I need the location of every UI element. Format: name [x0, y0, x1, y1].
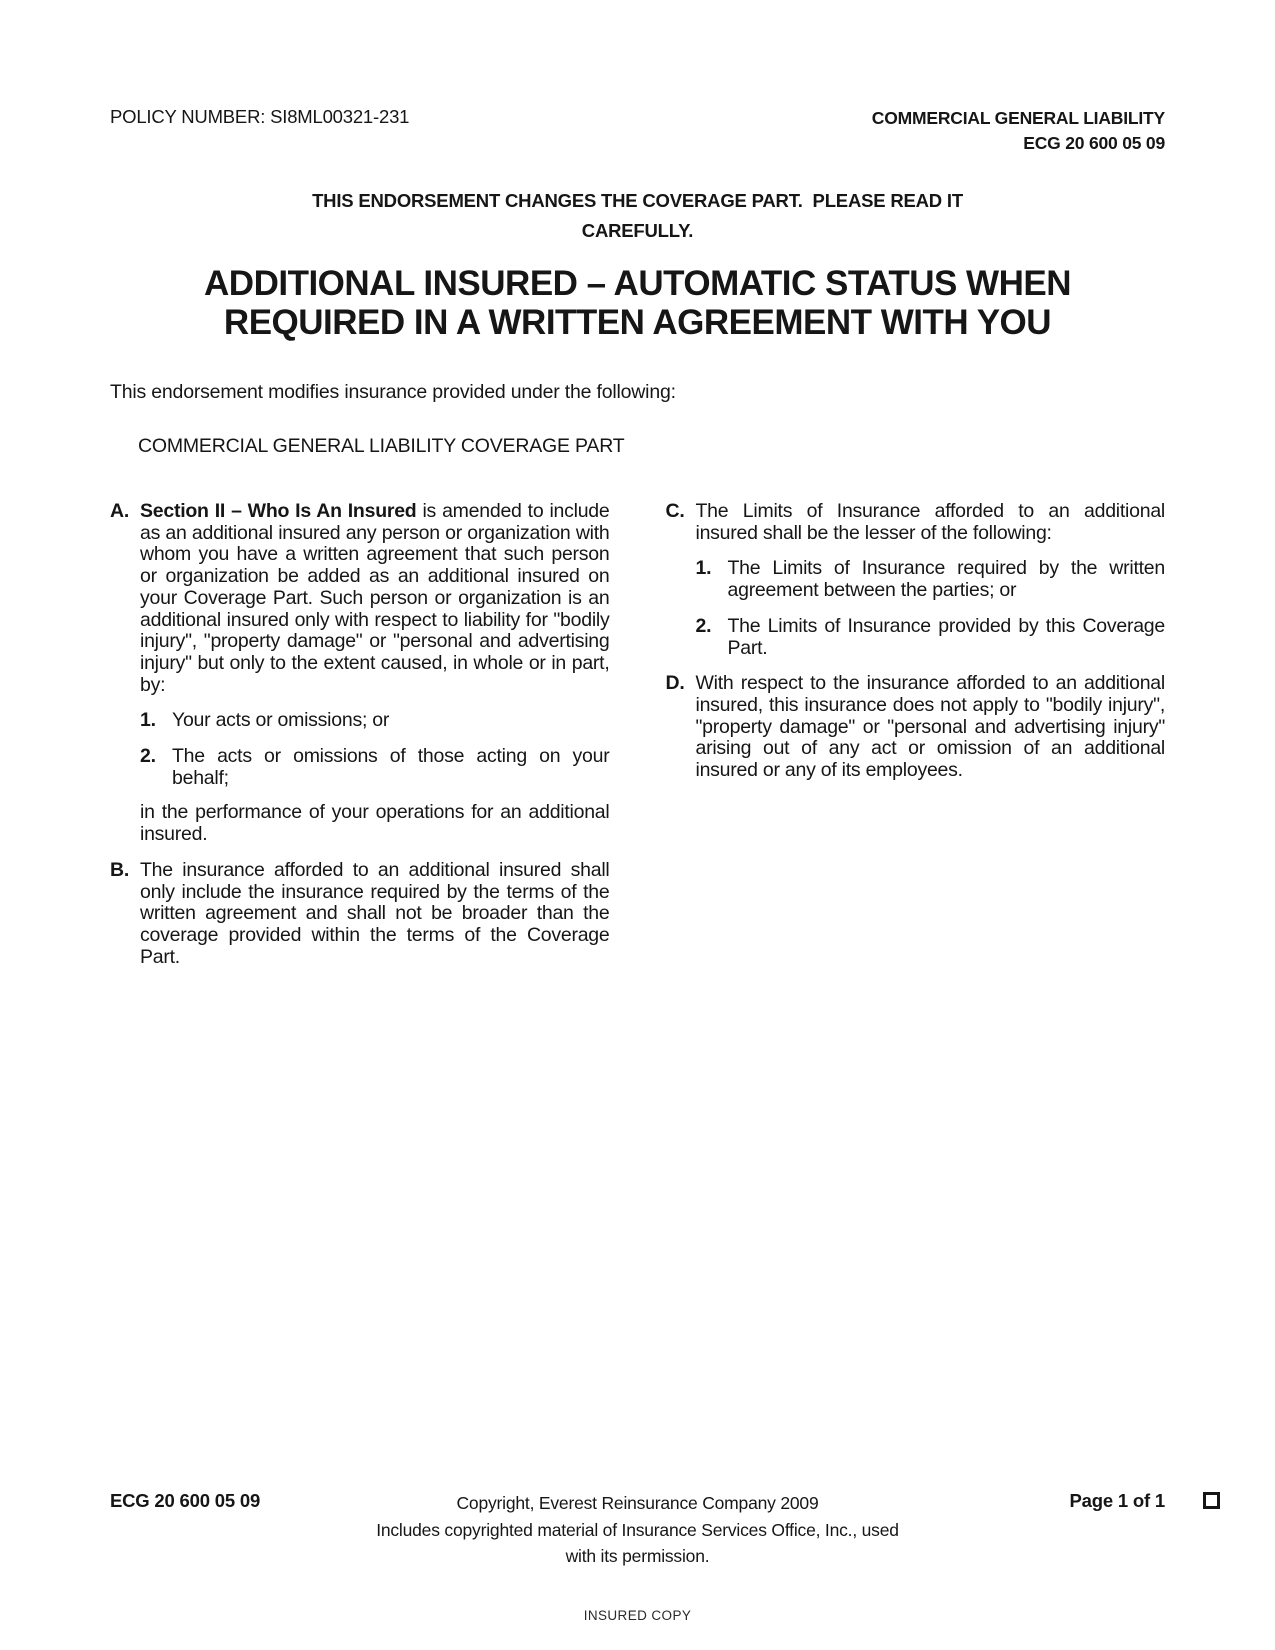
notice-line-1: THIS ENDORSEMENT CHANGES THE COVERAGE PART. PLEASE READ IT: [312, 190, 963, 211]
copyright-line-1: Copyright, Everest Reinsurance Company 2009: [456, 1493, 819, 1513]
section-a-lead: Section II – Who Is An Insured: [140, 500, 417, 522]
title-line-1: ADDITIONAL INSURED – AUTOMATIC STATUS WHEN: [204, 264, 1071, 303]
section-c-item-1: [696, 558, 1166, 601]
line-of-business: COMMERCIAL GENERAL LIABILITY: [871, 108, 1165, 128]
document-header: [110, 0, 1165, 156]
section-a-text: is amended to include as an additional insured any person or organization with whom you have a written agreement that such person or organization be added as an additional insured on your Coverage Part. Such person or organization is an additional insured only with respect to liability for "bodily injury", "property damage" or "personal and advertising injury" but only to the extent caused, in whole or in part, by:: [140, 500, 610, 696]
section-a-item-1: [140, 710, 610, 732]
section-a-label: A.: [110, 500, 129, 522]
right-column: [666, 501, 1166, 968]
title-line-2: REQUIRED IN A WRITTEN AGREEMENT WITH YOU: [223, 303, 1052, 342]
intro-text: This endorsement modifies insurance provided under the following:: [110, 381, 676, 403]
left-column: [110, 501, 610, 968]
section-d-label: D.: [665, 672, 685, 695]
section-c-item-1-text: The Limits of Insurance required by the written agreement between the parties; or: [727, 557, 1165, 602]
form-number: ECG 20 600 05 09: [1023, 133, 1165, 153]
section-b-text: The insurance afforded to an additional insured shall only include the insurance required by the terms of the written agreement and shall not be broader than the coverage provided within the terms of the Coverage Part.: [140, 858, 610, 968]
copyright-line-2: Includes copyrighted material of Insurance Services Office, Inc., used: [376, 1519, 899, 1540]
section-c: [666, 501, 1166, 659]
section-b: [110, 860, 610, 969]
footer-form-number: ECG 20 600 05 09: [110, 1490, 261, 1511]
section-c-text: The Limits of Insurance afforded to an additional insured shall be the lesser of the following:: [695, 500, 1165, 544]
end-of-form-square-icon: [1203, 1492, 1220, 1509]
insured-copy-watermark: INSURED COPY: [583, 1608, 692, 1623]
section-c-item-1-label: 1.: [695, 557, 712, 580]
section-d: [666, 673, 1166, 782]
coverage-part-name: COMMERCIAL GENERAL LIABILITY COVERAGE PART: [138, 435, 625, 457]
policy-number: POLICY NUMBER: SI8ML00321-231: [110, 106, 410, 127]
section-c-item-2-text: The Limits of Insurance provided by this Coverage Part.: [727, 614, 1165, 659]
section-a-item-2: [140, 746, 610, 789]
section-a-item-2-text: The acts or omissions of those acting on your behalf;: [172, 745, 610, 789]
copyright-block: [248, 1490, 1028, 1570]
notice-line-2: CAREFULLY.: [581, 220, 694, 241]
section-d-text: With respect to the insurance afforded to an additional insured, this insurance does not apply to "bodily injury", "property damage" or "personal and advertising injury" arising out of any act or omission of an additional insured or any of its employees.: [695, 672, 1165, 782]
copyright-line-3: with its permission.: [565, 1546, 710, 1566]
section-c-body: [696, 501, 1166, 659]
section-c-item-2-label: 2.: [695, 614, 712, 637]
section-c-label: C.: [665, 500, 685, 522]
section-a: [110, 501, 610, 846]
section-a-item-2-label: 2.: [140, 745, 156, 768]
section-a-paragraph: [140, 501, 610, 696]
endorsement-title: [0, 264, 1275, 342]
endorsement-notice: [0, 186, 1275, 246]
header-form-block: [872, 106, 1165, 156]
section-b-label: B.: [110, 858, 129, 881]
section-a-continuation: in the performance of your operations for an additional insured.: [140, 801, 610, 846]
section-c-item-2: [696, 616, 1166, 659]
body-columns: [110, 501, 1165, 968]
page-indicator: Page 1 of 1: [1069, 1490, 1165, 1511]
section-a-body: [140, 501, 610, 846]
section-a-item-1-text: Your acts or omissions; or: [172, 709, 390, 732]
section-a-item-1-label: 1.: [140, 709, 156, 732]
